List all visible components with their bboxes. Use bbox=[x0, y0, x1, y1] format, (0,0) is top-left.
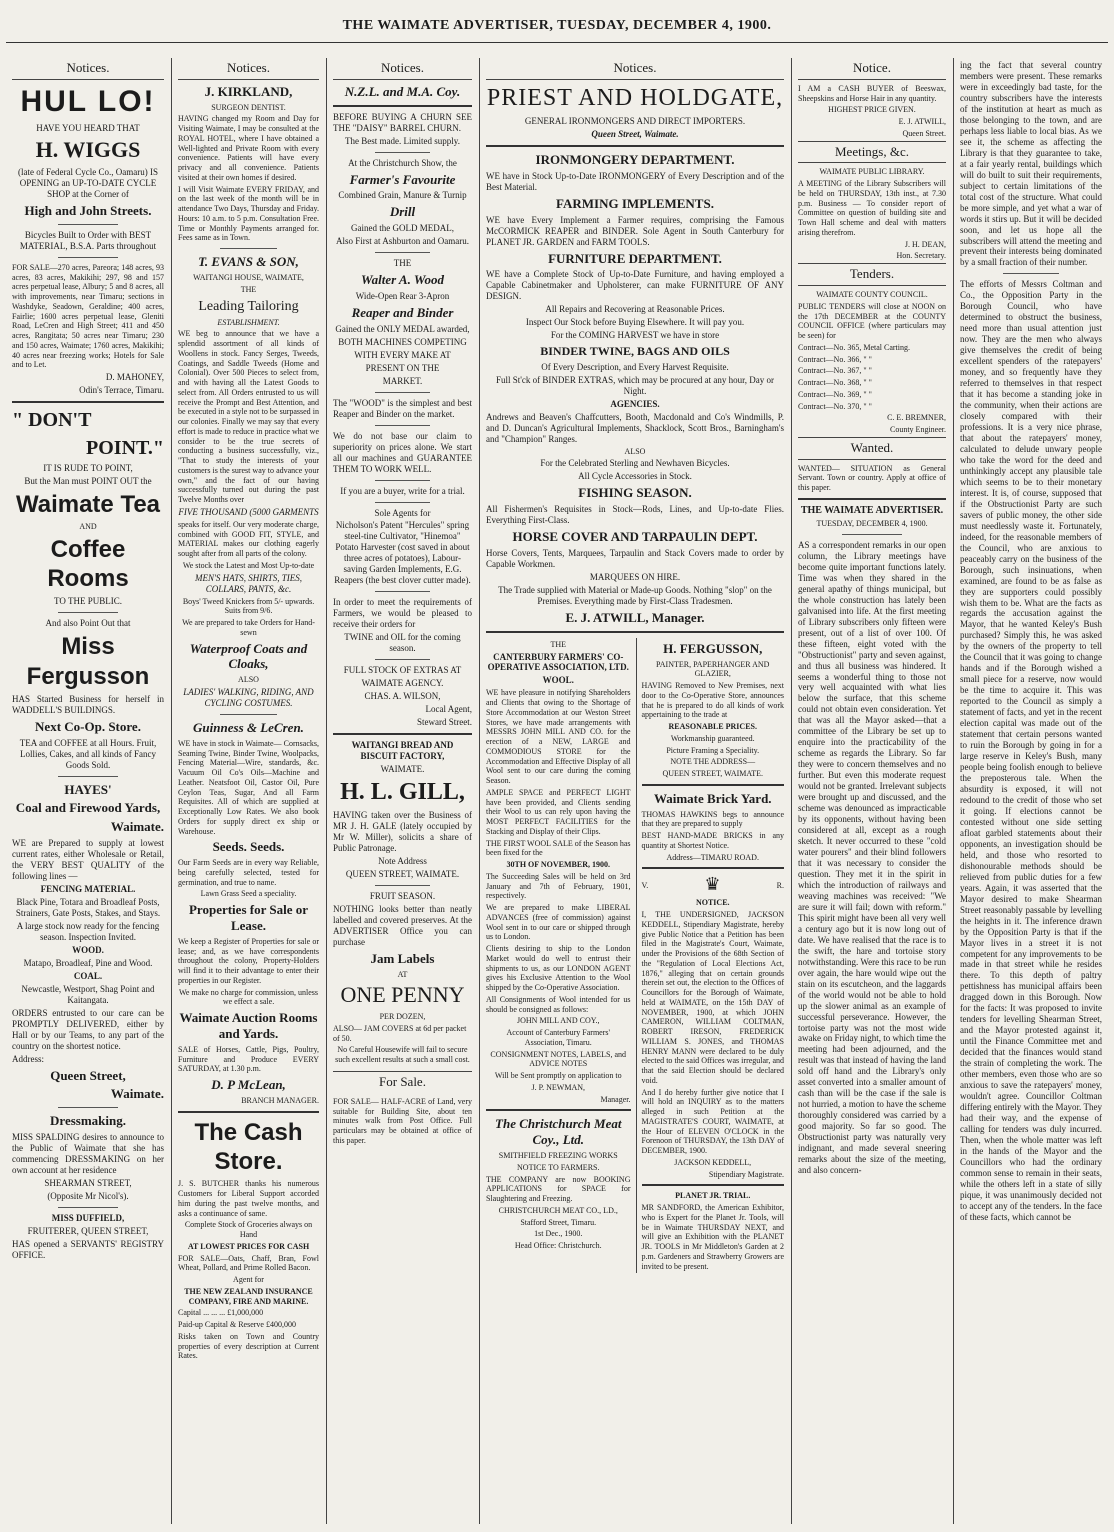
first-text: Also First at Ashburton and Oamaru. bbox=[336, 236, 469, 247]
masthead-rule bbox=[6, 42, 1108, 43]
twine-text: TWINE and OIL for the coming season. bbox=[344, 632, 461, 654]
rude-text: IT IS RUDE TO POINT, bbox=[43, 462, 133, 473]
the-text: THE bbox=[393, 258, 412, 269]
market-text: MARKET. bbox=[382, 375, 423, 386]
complete-text: Complete Stock of Groceries always on Hand bbox=[184, 1220, 313, 1240]
clients-text: Clients desiring to ship to the London Market would do well to entrust their shipments to us, as our LONDON AGENT gives his Exclusive Attention to the Wool shipped by the Co-Operative Association. bbox=[486, 944, 631, 993]
v-letter: V. bbox=[641, 880, 649, 890]
nz-insurance: THE NEW ZEALAND INSURANCE COMPANY, FIRE AND MARINE. bbox=[184, 1286, 313, 1306]
painter-text: PAINTER, PAPERHANGER AND GLAZIER, bbox=[656, 659, 770, 679]
highest-text: HIGHEST PRICE GIVEN. bbox=[828, 105, 916, 115]
bicycles-text: Bicycles Built to Order with BEST MATERIAL, B.S.A. Parts throughout bbox=[19, 230, 157, 251]
best-bricks-text: BEST HAND-MADE BRICKS in any quantity at Shortest Notice. bbox=[641, 831, 784, 850]
wiggs-name: H. WIGGS bbox=[35, 137, 141, 163]
stafford-text: Stafford Street, Timaru. bbox=[520, 1217, 597, 1227]
coal-yards-heading: Coal and Firewood Yards, bbox=[15, 800, 161, 816]
general-text: GENERAL IRONMONGERS AND DIRECT IMPORTERS. bbox=[524, 116, 746, 127]
no-charge-text: We make no charge for commission, unless we effect a sale. bbox=[179, 987, 318, 1007]
consignment-text: CONSIGNMENT NOTES, LABELS, and ADVICE NOTES bbox=[490, 1049, 627, 1069]
mahoney-name: D. MAHONEY, bbox=[105, 372, 164, 383]
sherman-street: SHEARMAN STREET, bbox=[44, 1178, 132, 1189]
dec-text: 1st Dec., 1900. bbox=[534, 1229, 583, 1239]
queen-text-5: Queen Street. bbox=[902, 128, 946, 138]
wool-heading: WOOL. bbox=[542, 675, 574, 686]
repairs-text: All Repairs and Recovering at Reasonable Prices. bbox=[545, 304, 725, 315]
marquees-text: MARQUEES ON HIRE. bbox=[589, 571, 681, 582]
seeds-body: Our Farm Seeds are in every way Reliable, being carefully selected, tested for germination, and true to name. bbox=[178, 858, 319, 887]
coal-body: Newcastle, Westport, Shag Point and Kaitangata. bbox=[21, 983, 155, 1005]
register-text: We keep a Register of Properties for sale or lease; and, as we have correspondents throughout the colony, Property-Holders will find it to their advantage to enter their properties in our Register. bbox=[178, 936, 319, 985]
queen-text-3: QUEEN STREET, WAIMATE. bbox=[345, 868, 460, 879]
note-address: NOTE THE ADDRESS— bbox=[670, 757, 756, 767]
also-point-text: And also Point Out that bbox=[45, 618, 131, 629]
present-text: PRESENT ON THE bbox=[365, 362, 440, 373]
ample-text: AMPLE SPACE and PERFECT LIGHT have been provided, and Clients sending their Wool to us can rely upon having the MOST PERFECT FACILITIES for the Stacking and Display of their Clips. bbox=[486, 787, 631, 836]
atwill-name: E. J. ATWILL, bbox=[898, 117, 946, 127]
branch-text: BRANCH MANAGER. bbox=[241, 1095, 319, 1105]
miss-fergusson-heading: Miss Fergusson bbox=[26, 633, 150, 690]
extras-text: FULL STOCK OF EXTRAS AT bbox=[343, 665, 462, 676]
furniture-body: WE have a Complete Stock of Up-to-Date Furniture, and having employed a Capable Cabinetmaker and Upholsterer, can make FURNITURE OF ANY DESIGN. bbox=[486, 269, 784, 302]
column-1 bbox=[6, 58, 170, 1524]
dont-text: " DON'T bbox=[12, 409, 92, 432]
waimate-2: Waimate. bbox=[110, 1086, 164, 1102]
coop-text: Next Co-Op. Store. bbox=[35, 718, 141, 734]
smithfield-text: SMITHFIELD FREEZING WORKS bbox=[498, 1151, 618, 1161]
horse-body: Horse Covers, Tents, Marquees, Tarpaulin and Stack Covers made to order by Capable Workmen. bbox=[486, 548, 784, 570]
queen-text-4: Queen Street, Waimate. bbox=[591, 129, 679, 140]
masthead: THE WAIMATE ADVERTISER, TUESDAY, DECEMBER 4, 1900. bbox=[342, 18, 772, 33]
jam-heading: Jam Labels bbox=[370, 950, 435, 966]
royal-arms-row bbox=[642, 874, 785, 896]
half-acre-text: FOR SALE— HALF-ACRE of Land, very suitable for Building Site, about ten minutes walk from Post Office. Full particulars may be obtained at office of this paper. bbox=[333, 1096, 472, 1145]
col5-header: Notice. bbox=[798, 58, 946, 80]
started-text: HAS Started Business for herself in WADDELL'S BUILDINGS. bbox=[12, 693, 164, 715]
notice-heading: NOTICE. bbox=[695, 898, 730, 908]
also-text-4: ALSO bbox=[624, 446, 646, 456]
head-office-text: Head Office: Christchurch. bbox=[514, 1241, 602, 1251]
inquiry-text: And I do hereby further give notice that I will hold an INQUIRY as to the matters alleged in such Petition at the MAGISTRATE'S COURT, WAIMATE, at the Hour of ELEVEN O'CLOCK in the Forenoon of THURSDAY, the 13th DAY of DECEMBER, 1900. bbox=[641, 1087, 784, 1156]
sandford-text: MR SANDFORD, the American Exhibitor, who is Expert for the Planet Jr. Tools, will be in Waimate THURSDAY NEXT, and will give an Exhibition with the PLANET JR. TOOLS in Mr Middleton's Garden at 2 p.m. Gardeners and Strawberry Growers are invited to be present. bbox=[641, 1203, 784, 1271]
best-text: The Best made. Limited supply. bbox=[345, 135, 460, 146]
cycle-text: All Cycle Accessories in Stock. bbox=[578, 471, 692, 482]
wood-body: Matapo, Broadleaf, Pine and Wood. bbox=[23, 957, 153, 968]
engineer-text: County Engineer. bbox=[890, 425, 946, 435]
tenders-heading: Tenders. bbox=[798, 263, 946, 286]
butcher-text: J. S. BUTCHER thanks his numerous Customers for Liberal Support accorded him during the past twelve months, and asks a continuance of same. bbox=[178, 1179, 319, 1218]
column-3 bbox=[327, 58, 478, 1524]
harvest-text: For the COMING HARVEST we have in store bbox=[550, 330, 720, 341]
careful-text: No Careful Housewife will fail to secure such excellent results at such a small cost. bbox=[335, 1045, 470, 1065]
col4-header: Notices. bbox=[486, 58, 784, 80]
nzl-heading: N.Z.L. and M.A. Coy. bbox=[344, 83, 461, 99]
agencies-heading: AGENCIES. bbox=[610, 398, 660, 409]
risks-text: Risks taken on Town and Country properties of every description at Current Rates. bbox=[178, 1331, 319, 1361]
fergusson-name: H. FERGUSSON, bbox=[663, 640, 763, 656]
consigned-text: All Consignments of Wool intended for us should be consigned as follows: bbox=[486, 994, 631, 1014]
gold-text: Gained the GOLD MEDAL, bbox=[351, 223, 454, 234]
orders-text: ORDERS entrusted to our care can be PROMPTLY DELIVERED, either by Hall or by our Teams, to any part of the country on the shortest notice. bbox=[12, 1007, 164, 1051]
meeting-body: A MEETING of the Library Subscribers will be held on THURSDAY, 13th inst., at 7.30 p.m. Business — To consider report of Committee on question of building site and Town Hall scheme and deal with matters arising therefrom. bbox=[798, 179, 946, 237]
fencing-body: Black Pine, Totara and Broadleaf Posts, Strainers, Gate Posts, Stakes, and Stays. bbox=[15, 897, 161, 918]
kirkland-name: J. KIRKLAND, bbox=[204, 83, 293, 99]
column-2 bbox=[172, 58, 325, 1524]
drill-heading: Drill bbox=[389, 204, 416, 220]
wool-body: WE have pleasure in notifying Shareholders and Clients that owing to the Shortage of Store Accommodation at our Weston Street Stores, we have made arrangements with MESSRS JOHN MILL AND CO. for the erection of a NEW, LARGE and COMMODIOUS STORE for the Accommodation and Effective Display of all Wool sent to our care during the coming Season. bbox=[486, 688, 631, 786]
evans-address: WAITANGI HOUSE, WAIMATE, bbox=[193, 273, 304, 283]
contract-5: Contract—No. 369, " " bbox=[798, 389, 872, 399]
tea-coffee-text: TEA and COFFEE at all Hours. Fruit, Lollies, Cakes, and all kinds of Fancy Goods Sold. bbox=[19, 737, 157, 770]
queen-street: Queen Street, bbox=[50, 1067, 126, 1083]
workmanship-text: Workmanship guaranteed. bbox=[670, 733, 755, 743]
nicholson-text: Nicholson's Patent "Hercules" spring steel-tine Cultivator, "Hinemoa" Potato Harvester (cost saved in about three acres of potatoes), Labour-saving Garden Implements, E.G. Reapers (the best clover cutter made). bbox=[334, 520, 471, 586]
contract-4: Contract—No. 368, " " bbox=[798, 378, 872, 388]
editorial-part-1: AS a correspondent remarks in our open column, the Library meetings have become quite important functions lately. Time was when they shared in the general apathy of things municipal, but the whole construction has lately been galvanised into life. At the first meeting of Library subscribers only fifteen were present, out of a list of over 100. Of these fifteen, eight voted with the "Obstructionist" party and seven against, and thus all business was hindered. It seems a wonderful thing to those not very well acquainted with what lies below the surface, that this scheme could not obtain even consideration. Yet that was all the Mayor asked—that a committee of the Library be set up to enquire into the practicability of the scheme as regards the Library. So far they were to concern themselves and no further. But even this moderate request would not be granted. Irrelevant subjects were brought up and discussed, and the scheme was denounced as impracticable by its opponents, without having been considered at all, except as a rough sketch. It never occurred to these "cold water pourers" and their blind followers that it was necessary to consider the question. They met it in the spirit in which the introduction of railways and weaving machines was received: "We are sure it will fail; down with reform." This spirit might have been all very well a century ago but it is now long out of date. We have realised that the race is to the swift, the hare and tortoise story notwithstanding. Were this race to be run over again, the hare would wipe out the stain on its escutcheon, and the laggards of the world would not be able to hold up the slower animal as an example of successful perseverance. However, the tortoise party was not the most wide awake on Friday night, to which time the meeting had been adjourned, and the result was that instead of having the land sold off hand and the Library's only asset converted into a smaller amount of cash than will be the case if the sale is not hurried, a motion to have the scheme thoroughly considered was carried by a good majority. So far so good. The Obstructionist party was naturally very indignant, and made several sneering remarks about the size of the meeting, and also concern- bbox=[798, 539, 946, 1176]
col4-lower-left bbox=[486, 638, 636, 1274]
walter-heading: Walter A. Wood bbox=[361, 272, 444, 288]
mill-text: JOHN MILL AND COY., bbox=[517, 1016, 600, 1026]
fishing-body: All Fishermen's Requisites in Stock—Rods, Lines, and Up-to-date Flies. Everything First-Class. bbox=[486, 504, 784, 526]
library-heading: WAIMATE PUBLIC LIBRARY. bbox=[819, 167, 925, 177]
paid-text: Paid-up Capital & Reserve £400,000 bbox=[178, 1320, 296, 1330]
mclean-name: D. P McLean, bbox=[211, 1077, 286, 1093]
lawn-text: Lawn Grass Seed a speciality. bbox=[200, 889, 297, 899]
seeds-heading: Seeds. Seeds. bbox=[212, 839, 285, 855]
opening-text: (late of Federal Cycle Co., Oamaru) IS OPENING an UP-TO-DATE CYCLE SHOP at the Corner of bbox=[18, 167, 158, 200]
only-text: Gained the ONLY MEDAL awarded, bbox=[335, 323, 470, 334]
latest-text: We stock the Latest and Most Up-to-date bbox=[182, 560, 315, 570]
agencies-body: Andrews and Beaven's Chaffcutters, Booth, Macdonald and Co's Windmills, P. and D. Duncan's Agricultural Implements, Shacklock, Scott Bros., Barningham's and "Champion" Ranges. bbox=[486, 411, 784, 444]
order-text: In order to meet the requirements of Farmers, we would be pleased to receive their orders for bbox=[333, 597, 472, 630]
queen-text-5b: QUEEN STREET, WAIMATE. bbox=[662, 769, 764, 779]
wood-heading: WOOD. bbox=[72, 944, 104, 955]
stip-text: Stipendiary Magistrate. bbox=[708, 1169, 784, 1179]
horse-heading: HORSE COVER AND TARPAULIN DEPT. bbox=[512, 529, 758, 545]
hayes-name: HAYES' bbox=[64, 781, 112, 797]
col4-lower bbox=[486, 638, 784, 1274]
fruit-text: FRUIT SEASON. bbox=[369, 890, 436, 901]
council-heading: WAIMATE COUNTY COUNCIL. bbox=[816, 290, 928, 300]
spalding-text: MISS SPALDING desires to announce to the Public of Waimate that she has commencing DRESSMAKING on her own account at her residence bbox=[12, 1132, 164, 1176]
properties-heading: Properties for Sale or Lease. bbox=[188, 902, 308, 934]
binder-heading: BINDER TWINE, BAGS AND OILS bbox=[540, 344, 730, 359]
steward-text: Steward Street. bbox=[417, 717, 472, 727]
tenders-body: PUBLIC TENDERS will close at NOON on the 17th DECEMBER at the COUNTY COUNCIL OFFICE (where particulars may be seen) for bbox=[798, 301, 946, 341]
evans-the: THE bbox=[240, 284, 257, 294]
chch-meat-text: CHRISTCHURCH MEAT CO., LD., bbox=[498, 1205, 618, 1215]
claim-text: We do not base our claim to superiority on prices alone. We start all our machines and GUARANTEE THEM TO WORK WELL. bbox=[333, 430, 472, 474]
column-6 bbox=[954, 58, 1108, 1524]
for-sale-text: FOR SALE—270 acres, Pareora; 148 acres, 93 acres, 83 acres, Makikihi; 297, 98 and 157 acres perpetual lease, Albury; 5 and 8 acres, all with improvements, near Timaru; sections in Washdyke, Seadown, Geraldine; 400 acres, Fairlie; 1600 acres perpetual lease, Gleniti Road, LeCren and High Street; 411 and 450 acres, Rangitata; 50 acres near Timaru; 230 and 150 acres, Waimate; 1760 acres, Makikihi; 40 acres near freezing works; Hotels for Sale and to Let. bbox=[12, 262, 164, 370]
auction-body: SALE of Horses, Cattle, Pigs, Poultry, Furniture and Produce EVERY SATURDAY, at 1.30 p.m. bbox=[178, 1044, 319, 1074]
manager-text: Manager. bbox=[600, 1094, 631, 1104]
inspect-text: Inspect Our Stock before Buying Elsewhere. It will pay you. bbox=[525, 317, 745, 328]
boys-text: Boys' Tweed Knickers from 5/- upwards. Suits from 9/6. bbox=[182, 596, 315, 616]
date-text: 30TH OF NOVEMBER, 1900. bbox=[506, 860, 610, 870]
streets-text: High and John Streets. bbox=[24, 203, 152, 219]
waitangi-heading: WAITANGI BREAD AND BISCUIT FACTORY, bbox=[351, 739, 454, 761]
dentist-text: SURGEON DENTIST. bbox=[211, 102, 286, 112]
note-text: Note Address bbox=[378, 856, 427, 867]
evans-body: WE beg to announce that we have a splendid assortment of all kinds of Woollens in stock. Fancy Serges, Tweeds, Coatings, and Saddle Tweeds (Home and Colonial). Over 500 Pieces to select from, and with having all the Latest Goods to select from. All Orders entrusted to us will receive the Prompt and Best Attention, and be executed in a style not to be surpassed in our colonies. Finally we may say that every effort is made to reduce in practice what we consider to be the true secrets of conducting a business successfully, viz., "That to study the interests of your customers is the surest way to advance your own," and the fact of our having successfully turned out during the past Twelve Months over bbox=[178, 329, 319, 505]
covers-text: ALSO— JAM COVERS at 6d per packet of 50. bbox=[333, 1023, 467, 1043]
contract-6: Contract—No. 370, " " bbox=[798, 401, 872, 411]
priest-heading: PRIEST AND HOLDGATE, bbox=[486, 84, 784, 111]
sole-text: Sole Agents for bbox=[374, 507, 431, 518]
but-text: But the Man must POINT OUT the bbox=[24, 475, 152, 486]
guinness-body: WE have in stock in Waimate— Cornsacks, Seaming Twine, Binder Twine, Woolpacks, Fencing Material—Wire, standards, &c. Vacuum Oil Co's Oils—Machine and Leather. Neatsfoot Oil, Castor Oil, Pure Ceylon Teas, Sugar, And all Farm Requisites. All of which are supplied at Exceptionally Low Rates. We also book Orders for supply direct ex ship or Warehouse. bbox=[178, 738, 319, 836]
notice-farmers: NOTICE TO FARMERS. bbox=[517, 1162, 600, 1172]
wanted-heading: Wanted. bbox=[798, 437, 946, 460]
col1-header: Notices. bbox=[12, 58, 164, 80]
editorial-part-2: ing the fact that several country members were present. These remarks were in exceedingly bad taste, for the country subscribers have the interests of the institution at heart as much as those belonging to the town, and are perhaps less liable to local bias. As we see it, the scheme as affecting the Library is that they guarantee to take, at a fair yearly rental, buildings which will do built to suit their requirements, subject to certain limitations of the total cost of the structure. What could be more simple, and yet what a war of words it stirs up. But it will be decided soon, and let us hope all the subscribers will attend the meeting and prevent their interests being dominated by a small fraction of their number. bbox=[960, 60, 1102, 268]
waimate-text: Waimate. bbox=[110, 819, 164, 835]
tea-heading: Waimate Tea bbox=[15, 490, 161, 518]
farming-body: WE have Every Implement a Farmer requires, comprising the Famous McCORMICK REAPER and BINDER. Sole Agent in South Canterbury for PLANET JR. GARDEN and FARM TOOLS. bbox=[486, 214, 784, 247]
mens-text: MEN'S HATS, SHIRTS, TIES, COLLARS, PANTS, &c. bbox=[194, 572, 303, 594]
point-text: POINT." bbox=[86, 436, 164, 459]
furniture-heading: FURNITURE DEPARTMENT. bbox=[548, 250, 722, 266]
agency-text: WAIMATE AGENCY. bbox=[361, 678, 444, 689]
at-text: AT bbox=[397, 969, 408, 979]
lowest-text: AT LOWEST PRICES FOR CASH bbox=[187, 1241, 310, 1251]
gill-body: HAVING taken over the Business of MR J. H. GALE (lately occupied by Mr W. Miller), solicits a share of Public Patronage. bbox=[333, 810, 472, 854]
chch-heading: The Christchurch Meat Coy., Ltd. bbox=[495, 1116, 622, 1148]
also-text: ALSO bbox=[238, 675, 259, 685]
jackson-name: JACKSON KEDDELL, bbox=[674, 1157, 752, 1167]
and-text: AND bbox=[79, 522, 97, 532]
penny-heading: ONE PENNY bbox=[340, 982, 465, 1008]
kirkland-body: HAVING changed my Room and Day for Visiting Waimate, I may be consulted at the ROYAL HOTEL, where I have obtained a Well-lighted and Private Room with every convenience. Patients will have every privacy and all convenience. Patients visited at their own homes if desired. bbox=[178, 114, 319, 182]
hand-sewn-text: We are prepared to take Orders for Hand-sewn bbox=[182, 618, 315, 637]
guinness-heading: Guinness & LeCren. bbox=[193, 719, 304, 735]
nothing-text: NOTHING looks better than neatly labelled and covered preserves. At the ADVERTISER Office you can purchase bbox=[333, 903, 472, 947]
cash-store-heading: The Cash Store. bbox=[194, 1118, 303, 1175]
five-thousand: FIVE THOUSAND (5000 GARMENTS bbox=[178, 506, 319, 517]
wanted-body: WANTED— SITUATION as General Servant. Town or country. Apply at office of this paper. bbox=[798, 463, 946, 493]
combined-text: Combined Grain, Manure & Turnip bbox=[338, 190, 467, 201]
brick-address: Address—TIMARU ROAD. bbox=[666, 852, 759, 862]
canterbury-heading: CANTERBURY FARMERS' CO-OPERATIVE ASSOCIATION, LTD. bbox=[487, 651, 629, 673]
for-sale-heading: For Sale. bbox=[333, 1071, 472, 1093]
succeeding-text: The Succeeding Sales will be held on 3rd January and 7th of February, 1901, respectively. bbox=[486, 871, 631, 901]
reasonable-text: REASONABLE PRICES. bbox=[668, 722, 757, 732]
wilson-name: CHAS. A. WILSON, bbox=[364, 691, 441, 702]
iron-body: WE have in Stock Up-to-Date IRONMONGERY of Every Description and of the Best Material. bbox=[486, 170, 784, 192]
buyer-text: If you are a buyer, write for a trial. bbox=[340, 485, 465, 496]
coal-heading: COAL. bbox=[73, 970, 103, 981]
estab-text: ESTABLISHMENT. bbox=[217, 317, 280, 327]
meetings-heading: Meetings, &c. bbox=[798, 141, 946, 164]
company-text: THE COMPANY are now BOOKING APPLICATIONS for SPACE for Slaughtering and Freezing. bbox=[486, 1174, 631, 1204]
with-text: WITH EVERY MAKE AT bbox=[354, 349, 451, 360]
the-text-4: THE bbox=[550, 639, 567, 649]
planet-heading: PLANET JR. TRIAL. bbox=[675, 1191, 751, 1201]
coffee-heading: Coffee Rooms bbox=[47, 535, 129, 593]
binder-sub: Of Every Description, and Every Harvest Requisite. bbox=[541, 361, 729, 372]
wide-text: Wide-Open Rear 3-Apron bbox=[355, 291, 450, 302]
capital-text: Capital ... ... ... £1,000,000 bbox=[178, 1308, 264, 1318]
contract-3: Contract—No. 367, " " bbox=[798, 366, 872, 376]
mahoney-address: Odin's Terrace, Timaru. bbox=[79, 385, 164, 396]
keddell-body: I, THE UNDERSIGNED, JACKSON KEDDELL, Stipendiary Magistrate, hereby give Public Notice that a Petition has been filed in the Magistrate's Court, Waimate, under the Provisions of the 68th Section of the "Regulation of Local Elections Act, 1876," alleging that on certain grounds therein set out, the election to the Offices of Councillors for the Borough of Waimate, held at WAIMATE, on the 15th DAY of NOVEMBER, 1900, at which JOHN CAMERON, WILLIAM COLTMAN, ROBERT IRESON, FREDERICK WILLIAM S. JONES, and THOMAS HENRY MANN were declared to be duly elected to the said Offices was irregular, and that the said Election should be declared void. bbox=[641, 910, 784, 1085]
dozen-text: PER DOZEN, bbox=[379, 1012, 426, 1022]
fencing-heading: FENCING MATERIAL. bbox=[40, 884, 136, 895]
local-text: Local Agent, bbox=[425, 704, 472, 715]
address-label: Address: bbox=[12, 1053, 44, 1064]
before-text: BEFORE BUYING A CHURN SEE THE "DAISY" BARREL CHURN. bbox=[333, 111, 472, 133]
evans-name: T. EVANS & SON, bbox=[198, 254, 299, 270]
nicol-text: (Opposite Mr Nicol's). bbox=[47, 1190, 129, 1201]
servants-text: HAS opened a SERVANTS' REGISTRY OFFICE. bbox=[12, 1238, 164, 1260]
hawkins-text: THOMAS HAWKINS begs to announce that they are prepared to supply bbox=[641, 809, 784, 829]
col3-header: Notices. bbox=[333, 58, 472, 80]
show-text: At the Christchurch Show, the bbox=[348, 157, 457, 168]
public-text: TO THE PUBLIC. bbox=[54, 596, 122, 607]
crest-icon: ♛ bbox=[704, 874, 721, 895]
gill-name: H. L. GILL, bbox=[340, 778, 465, 805]
extras-text-4: Full St'ck of BINDER EXTRAS, which may be procured at any hour, Day or Night. bbox=[496, 374, 774, 396]
hullo-heading: HUL LO! bbox=[20, 84, 156, 118]
for-sale-text-2: FOR SALE—Oats, Chaff, Bran, Fowl Wheat, Pollard, and Prime Rolled Bacon. bbox=[178, 1253, 319, 1273]
speaks-text: speaks for itself. Our very moderate charge, combined with GOOD FIT, STYLE, and MATERIAL makes our clothing eagerly sought after from all parts of the colony. bbox=[178, 519, 319, 559]
having-text: HAVING Removed to New Premises, next door to the Co-Operative Store, announces that he is prepared to do all kinds of work appertaining to the trade at bbox=[641, 681, 784, 720]
fruiterer-text: FRUITERER, QUEEN STREET, bbox=[27, 1225, 149, 1236]
hon-text: Hon. Secretary. bbox=[896, 251, 946, 261]
dean-name: J. H. DEAN, bbox=[904, 239, 946, 249]
col2-header: Notices. bbox=[178, 58, 319, 80]
liberal-text: We are prepared to make LIBERAL ADVANCES (free of commission) against Wool sent in to our care or shipped through us to London. bbox=[486, 903, 631, 942]
iron-heading: IRONMONGERY DEPARTMENT. bbox=[535, 152, 735, 168]
wood-text: The "WOOD" is the simplest and best Reaper and Binder on the market. bbox=[333, 397, 472, 419]
agent-text: Agent for bbox=[233, 1275, 264, 1285]
account-text: Account of Canterbury Farmers' Association, Timaru. bbox=[506, 1028, 610, 1047]
brick-heading: Waimate Brick Yard. bbox=[653, 790, 772, 806]
r-letter: R. bbox=[776, 880, 784, 890]
reaper-heading: Reaper and Binder bbox=[351, 305, 454, 321]
farmers-heading: Farmer's Favourite bbox=[349, 171, 456, 187]
waterproof-heading: Waterproof Coats and Cloaks, bbox=[189, 640, 308, 672]
dressmaking-heading: Dressmaking. bbox=[50, 1113, 126, 1129]
farming-heading: FARMING IMPLEMENTS. bbox=[556, 195, 714, 211]
col4-lower-right bbox=[637, 638, 785, 1274]
newman-name: J. P. NEWMAN, bbox=[531, 1082, 586, 1092]
leading-heading: Leading Tailoring bbox=[198, 298, 299, 314]
celebrated-text: For the Celebrated Sterling and Newhaven Bicycles. bbox=[540, 458, 730, 469]
duffield-name: MISS DUFFIELD, bbox=[51, 1212, 125, 1223]
column-4 bbox=[480, 58, 790, 1524]
prepared-text: WE are Prepared to supply at lowest current rates, either Wholesale or Retail, the VERY BEST QUALITY of the following lines — bbox=[12, 838, 164, 882]
fishing-heading: FISHING SEASON. bbox=[578, 485, 692, 501]
contract-1: Contract—No. 365, Metal Carting. bbox=[798, 342, 910, 352]
first-sale-text: THE FIRST WOOL SALE of the Season has been fixed for the bbox=[486, 838, 631, 858]
bremner-name: C. E. BREMNER, bbox=[887, 413, 946, 423]
editorial-part-3: The efforts of Messrs Coltman and Co., the Opposition Party in the Borough Council, who have determined to obstruct the business, need more than usual attention just now. They are the men who always give themselves the credit of being excellent spenders of the ratepayers' money, and so frequently have they referred to themselves in that respect that it has become a standing joke in the community, when their actions are closely compared with their professions. It is a very nice phrase, that about the ratepayers' money, calculated to delude unwary people who take the word for the deed and unthinkingly accept any plausible tale which seems to be to their monetary interest. It is, of course, supposed that if the Obstructionist Party are such savers of public money, the other side must needlessly waste it. Fortunately, indeed, for the reasonable members of the Council, who are anxious to peaceably carry on the business of the Borough, such insinuations, when examined, are found to be as false as they are supporters could possibly wish them to be. What are the facts as regards the accusation against the Mayor, that he wanted Keley's Bush purchased? Simply this, he was asked by the owners of the property to tell the Council that it was going to change hands and if the Borough wished a small piece for a reserve, now would be the time to acquire it. This was reported to the Council as simply a statement of facts, and yet in the recent election capital was made out of the statement that certain persons wanted to ruin the Borough by going in for a large reserve in Keley's Bush, many people being foolish enough to believe the preposterous tale. When the absurdity is exposed, it will not redound to the credit of those who set it going. If elections cannot be contested without one side setting afloat garbled statements about their opponents, an investigation should be held, and those who resorted to dishonourable methods should be relieved from public duties for a few years. Again, it was asserted that the Mayor desired to make Shearman Street reasonably passable by levelling the heights in it. The inference drawn by the Opposition Party is that if the Mayor lives in a street it is not competent for any improvements to be made in that street while he resides there. To this depth of paltry pettishness has municipal affairs been dragged down in this Borough. Now for the facts: It was proposed to invite tenders for levelling Shearman Street, and the Mayor protested against it, until the Finance Committee met and decided that the finances would stand the strain of completing the work. The other members, even those who are so anxious to save the ratepayers' money, wouldn't agree. Councillor Coltman differing entirely with the Mayor. They had their way, and the expense of calling for tenders was duly incurred. Then, when the whole matter was left in the hands of the Mayor and the Councillors who had the ordinary common sense to remain in their seats, while the others left in a state of silly pique, it was unanimously decided not to accept any of the tenders. In the face of these facts, which cannot be bbox=[960, 279, 1102, 1222]
heard-text: HAVE YOU HEARD THAT bbox=[36, 123, 140, 134]
column-5 bbox=[792, 58, 952, 1524]
editorial-date: TUESDAY, DECEMBER 4, 1900. bbox=[816, 519, 928, 529]
stock-text: A large stock now ready for the fencing season. Inspection Invited. bbox=[16, 920, 160, 942]
picture-text: Picture Framing a Speciality. bbox=[666, 745, 760, 755]
forwarded-text: Will be Sent promptly on application to bbox=[494, 1071, 622, 1081]
contract-2: Contract—No. 366, " " bbox=[798, 354, 872, 364]
atwill-manager: E. J. ATWILL, Manager. bbox=[565, 609, 705, 625]
both-text: BOTH MACHINES COMPETING bbox=[338, 336, 467, 347]
trade-text: The Trade supplied with Material or Made-up Goods. Nothing "slop" on the Premises. Everything made by First-Class Tradesmen. bbox=[498, 584, 772, 606]
waimate-text-3: WAIMATE. bbox=[380, 763, 425, 774]
advertiser-title: THE WAIMATE ADVERTISER. bbox=[800, 504, 944, 516]
beeswax-text: I AM a CASH BUYER of Beeswax, Sheepskins and Horse Hair in any quantity. bbox=[798, 83, 946, 103]
visit-text: I will Visit Waimate EVERY FRIDAY, and on the last week of the month will be in attendance Two Days, Thursday and Friday. Hours: 10 a.m. to 5 p.m. Consultation Free. Time or Monthly Payments arranged for. Fees same as in Town. bbox=[178, 184, 319, 243]
ladies-text: LADIES' WALKING, RIDING, AND CYCLING COSTUMES. bbox=[183, 687, 314, 708]
auction-heading: Waimate Auction Rooms and Yards. bbox=[179, 1010, 318, 1042]
